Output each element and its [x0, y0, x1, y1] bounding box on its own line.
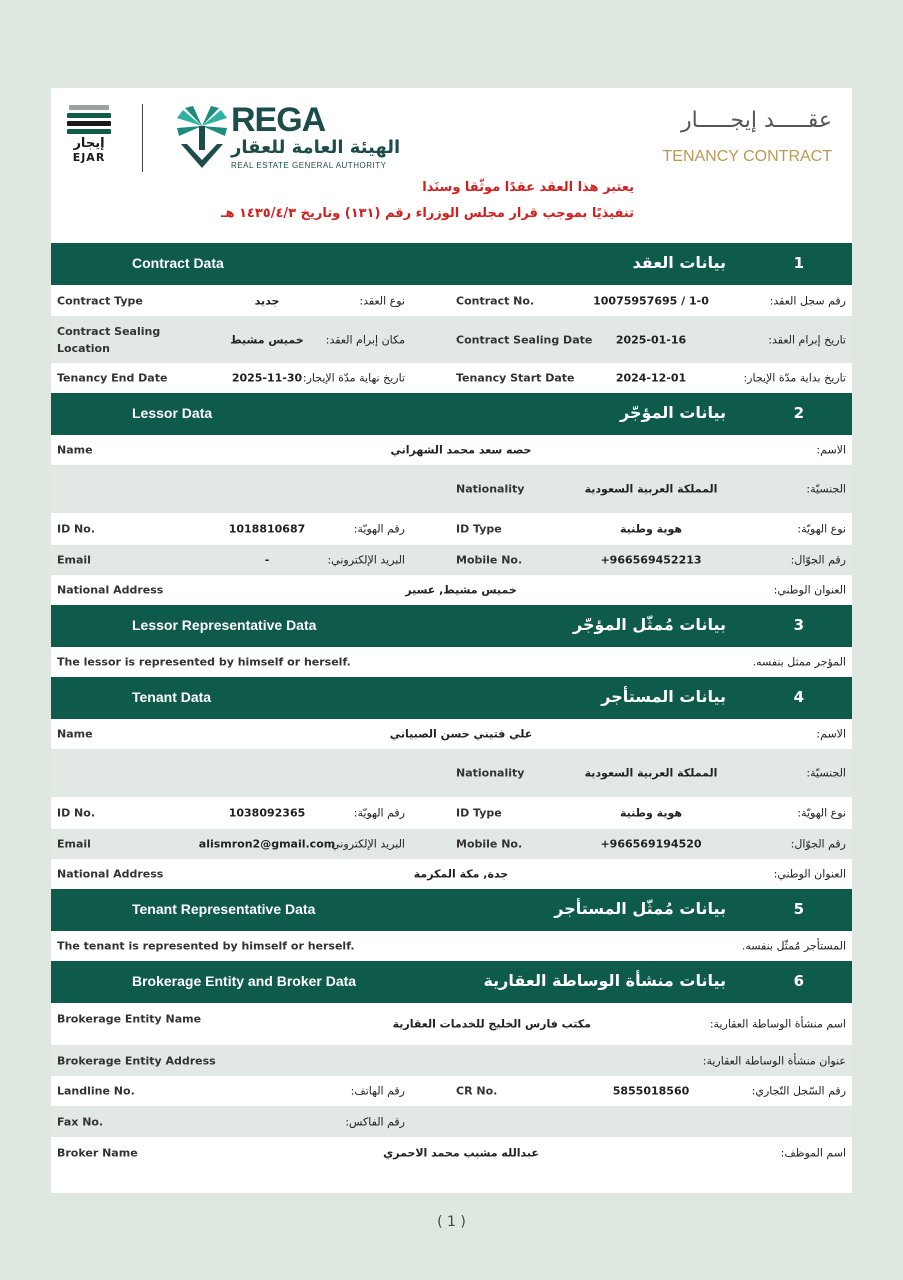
- field-value: +966569194520: [600, 837, 702, 851]
- data-row: [51, 513, 852, 545]
- data-row: [51, 575, 852, 605]
- field-label: Mobile No.: [456, 837, 523, 851]
- field-value: +966569452213: [600, 553, 702, 567]
- field-label: ID Type: [456, 806, 502, 820]
- legal-notice-line-1: يعتبر هذا العقد عقدًا موثّقا وسنَدا: [422, 180, 634, 195]
- data-row: [51, 316, 852, 363]
- field-label: Brokerage Entity Name: [57, 1012, 202, 1026]
- field-label: Name: [57, 727, 93, 741]
- ejar-logo-en: EJAR: [72, 151, 106, 164]
- field-label-ar: اسم منشأة الوساطة العقارية:: [709, 1017, 846, 1031]
- field-label-ar: البريد الإلكتروني:: [327, 553, 405, 567]
- rega-logo-ar: الهيئة العامة للعقار: [231, 137, 401, 158]
- field-label: Contract No.: [456, 294, 535, 307]
- section-title-ar: بيانات منشأة الوساطة العقارية: [483, 971, 726, 990]
- data-row: [51, 1003, 852, 1045]
- field-label-ar: رقم الهويّة:: [353, 806, 405, 820]
- section-header-tenant: [51, 677, 852, 719]
- field-value: 2025-11-30: [231, 371, 303, 385]
- field-label: Email: [57, 553, 91, 567]
- section-number: 4: [793, 688, 804, 706]
- section-number: 1: [793, 254, 804, 272]
- field-label: National Address: [57, 583, 164, 597]
- field-value: 2024-12-01: [615, 371, 687, 385]
- field-label-ar: تاريخ بداية مدّة الإيجار:: [743, 371, 846, 385]
- data-row: [51, 829, 852, 859]
- field-label-ar: رقم الهويّة:: [353, 522, 405, 536]
- field-label: Name: [57, 443, 93, 457]
- field-value: جديد: [254, 294, 280, 307]
- data-row: [51, 1045, 852, 1076]
- section-number: 6: [793, 972, 804, 990]
- document-title-en: TENANCY CONTRACT: [662, 148, 832, 165]
- section-header-contract: [51, 243, 852, 285]
- field-value: حصه سعد محمد الشهراني: [390, 443, 532, 457]
- document-header: [51, 88, 852, 243]
- field-label: National Address: [57, 867, 164, 881]
- field-label-ar: الاسم:: [816, 443, 846, 457]
- section-header-lessor-rep: [51, 605, 852, 647]
- page-number: ( 1 ): [437, 1214, 466, 1230]
- field-label-ar: عنوان منشأة الوساطة العقارية:: [702, 1054, 846, 1067]
- field-value: -: [264, 553, 270, 567]
- field-label-ar: العنوان الوطني:: [773, 583, 846, 597]
- field-label: Brokerage Entity Address: [57, 1054, 216, 1067]
- field-value: هوية وطنية: [619, 522, 682, 536]
- field-label: CR No.: [456, 1084, 498, 1098]
- document-title-ar: عقـــــد إيجـــــار: [680, 108, 832, 133]
- data-row: [51, 285, 852, 316]
- representation-text-ar: المستأجر مُمثّل بنفسه.: [741, 939, 846, 953]
- field-value: مكتب فارس الخليج للخدمات العقارية: [392, 1017, 591, 1031]
- field-label: ID No.: [57, 522, 95, 536]
- section-title-en: Lessor Data: [132, 405, 213, 421]
- section-title-ar: بيانات المستأجر: [601, 687, 726, 706]
- ejar-stripes-icon: [67, 105, 111, 134]
- section-header-lessor: [51, 393, 852, 435]
- field-label-ar: البريد الإلكتروني:: [327, 837, 405, 851]
- field-label-ar: رقم الجوّال:: [790, 837, 846, 851]
- section-title-en: Tenant Data: [132, 689, 212, 705]
- field-value: خميس مشيط, عسير: [405, 583, 517, 597]
- rega-logo-en: REGA: [231, 101, 326, 139]
- data-row: [51, 719, 852, 749]
- field-label: Contract Sealing Date: [456, 333, 593, 346]
- field-label-ar: الاسم:: [816, 727, 846, 741]
- section-number: 5: [793, 900, 804, 918]
- field-label-ar: رقم سجل العقد:: [769, 294, 846, 307]
- section-title-ar: بيانات مُمثّل المستأجر: [554, 899, 726, 918]
- legal-notice-line-2: تنفيذيًا بموجب قرار مجلس الوزراء رقم (١٣١) وتاريخ ١٤٣٥/٤/٣ هـ: [221, 206, 634, 221]
- field-label-ar: العنوان الوطني:: [773, 867, 846, 881]
- section-header-broker: [51, 961, 852, 1003]
- section-number: 2: [793, 404, 804, 422]
- field-value: هوية وطنية: [619, 806, 682, 820]
- field-value: 5855018560: [612, 1084, 690, 1098]
- field-label: Nationality: [456, 482, 525, 496]
- field-label-ar: نوع الهويّة:: [797, 806, 846, 820]
- field-value: خميس مشيط: [230, 333, 304, 346]
- section-title-en: Tenant Representative Data: [132, 901, 316, 917]
- data-row: [51, 859, 852, 889]
- field-value: المملكة العربية السعودية: [584, 482, 718, 496]
- representation-text-en: The tenant is represented by himself or herself.: [57, 939, 355, 953]
- field-label: Contract Sealing Location: [57, 324, 161, 355]
- representation-text-ar: المؤجر ممثل بنفسه.: [752, 655, 846, 669]
- representation-text-en: The lessor is represented by himself or herself.: [57, 655, 351, 669]
- ejar-logo: [67, 102, 111, 164]
- section-title-en: Lessor Representative Data: [132, 617, 317, 633]
- field-label: Tenancy End Date: [57, 371, 168, 385]
- field-label-ar: اسم الموظف:: [780, 1146, 846, 1159]
- section-title-en: Brokerage Entity and Broker Data: [132, 973, 357, 989]
- field-label: ID Type: [456, 522, 502, 536]
- field-label: Nationality: [456, 766, 525, 780]
- field-label-ar: رقم الفاكس:: [345, 1115, 405, 1128]
- rega-logo-subtitle: REAL ESTATE GENERAL AUTHORITY: [231, 161, 387, 170]
- field-label-ar: نوع الهويّة:: [797, 522, 846, 536]
- data-row: [51, 647, 852, 677]
- field-label: Fax No.: [57, 1115, 104, 1128]
- section-number: 3: [793, 616, 804, 634]
- field-label-ar: مكان إبرام العقد:: [325, 333, 405, 346]
- field-value: عبدالله مشبب محمد الاحمري: [383, 1146, 539, 1159]
- field-value: المملكة العربية السعودية: [584, 766, 718, 780]
- data-row: [51, 435, 852, 465]
- data-row: [51, 465, 852, 513]
- field-label: Broker Name: [57, 1146, 138, 1159]
- data-row: [51, 797, 852, 829]
- field-value: 1038092365: [228, 806, 306, 820]
- field-label: ID No.: [57, 806, 95, 820]
- field-value: 2025-01-16: [615, 333, 687, 346]
- data-row: [51, 1137, 852, 1168]
- field-label: Tenancy Start Date: [456, 371, 575, 385]
- field-label-ar: الجنسيّة:: [806, 766, 846, 780]
- contract-page: [51, 88, 852, 1193]
- field-label-ar: رقم الجوّال:: [790, 553, 846, 567]
- field-value: علي فتيني حسن الصبياني: [389, 727, 533, 741]
- field-value: 1018810687: [228, 522, 306, 536]
- field-label-ar: رقم الهاتف:: [350, 1084, 405, 1098]
- field-label-ar: رقم السّجل التّجاري:: [751, 1084, 846, 1098]
- section-title-en: Contract Data: [132, 255, 224, 271]
- field-label: Mobile No.: [456, 553, 523, 567]
- section-header-tenant-rep: [51, 889, 852, 931]
- data-row: [51, 1076, 852, 1106]
- data-row: [51, 363, 852, 393]
- field-value: alismron2@gmail.com: [198, 837, 336, 851]
- logo-divider: [142, 104, 143, 172]
- field-label-ar: الجنسيّة:: [806, 482, 846, 496]
- data-row: [51, 545, 852, 575]
- data-row: [51, 1106, 852, 1137]
- data-row: [51, 749, 852, 797]
- ejar-logo-ar: إيجار: [73, 136, 105, 151]
- field-label: Landline No.: [57, 1084, 135, 1098]
- section-title-ar: بيانات مُمثّل المؤجّر: [573, 615, 726, 634]
- field-label: Email: [57, 837, 91, 851]
- field-value: 10075957695 / 1-0: [593, 294, 709, 307]
- field-label-ar: تاريخ نهاية مدّة الإيجار:: [302, 371, 405, 385]
- field-label-ar: تاريخ إبرام العقد:: [768, 333, 846, 346]
- field-value: جدة, مكة المكرمة: [413, 867, 509, 881]
- field-label: Contract Type: [57, 294, 143, 307]
- data-row: [51, 931, 852, 961]
- field-label-ar: نوع العقد:: [359, 294, 405, 307]
- section-title-ar: بيانات المؤجّر: [620, 403, 726, 422]
- rega-palm-icon: [175, 104, 229, 170]
- section-title-ar: بيانات العقد: [632, 253, 726, 272]
